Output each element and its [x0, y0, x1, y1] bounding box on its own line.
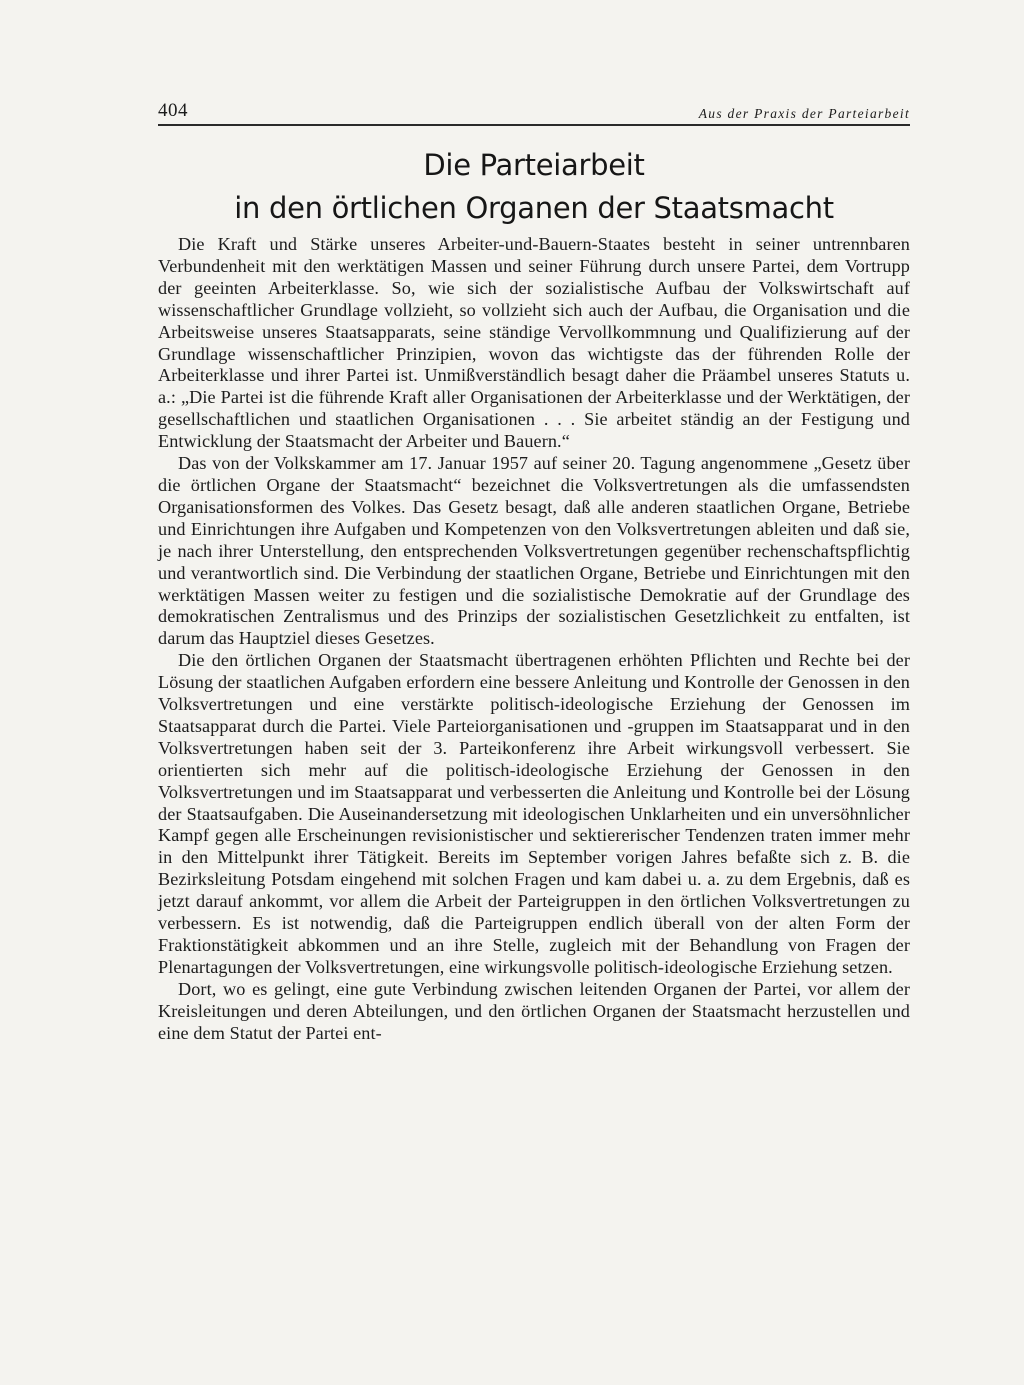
page-header	[158, 98, 910, 122]
paragraph: Die den örtlichen Organen der Staatsmacht übertragenen erhöhten Pflichten und Rechte bei der Lösung der staatlichen Aufgaben erfordern eine bessere Anleitung und Kontrolle der Genossen in den Volksvertretungen und eine verstärkte politisch-ideologische Erziehung der Genossen im Staatsapparat durch die Partei. Viele Parteiorganisationen und -gruppen im Staatsapparat und in den Volksvertretungen haben seit der 3. Parteikonferenz ihre Arbeit wirkungsvoll verbessert. Sie orientierten sich mehr auf die politisch-ideologische Erziehung der Genossen in den Volksvertretungen und im Staatsapparat und verbesserten die Anleitung und Kontrolle bei der Lösung der Staatsaufgaben. Die Auseinandersetzung mit ideologischen Unklarheiten und ein unversöhnlicher Kampf gegen alle Erscheinungen revisionistischer und sektiererischer Tendenzen traten immer mehr in den Mittelpunkt ihrer Tätigkeit. Bereits im September vorigen Jahres befaßte sich z. B. die Bezirksleitung Potsdam eingehend mit solchen Fragen und kam dabei u. a. zu dem Ergebnis, daß es jetzt darauf ankommt, vor allem die Arbeit der Parteigruppen in den örtlichen Volksvertretungen zu verbessern. Es ist notwendig, daß die Parteigruppen endlich überall von der alten Form der Fraktionstätigkeit abkommen und an ihre Stelle, zugleich mit der Behandlung von Fragen der Plenartagungen der Volksvertretungen, eine wirkungsvolle politisch-ideologische Erziehung setzen.	[158, 650, 910, 977]
running-head: Aus der Praxis der Parteiarbeit	[698, 106, 910, 121]
paragraph: Die Kraft und Stärke unseres Arbeiter-und-Bauern-Staates besteht in seiner untrennbaren Verbundenheit mit den werktätigen Massen und seiner Führung durch unsere Partei, dem Vortrupp der geeinten Arbeiterklasse. So, wie sich der sozialistische Aufbau der Volkswirtschaft auf wissenschaftlicher Grundlage vollzieht, so vollzieht sich auch der Aufbau, die Organisation und die Arbeitsweise unseres Staatsapparats, seine ständige Vervollkommnung und Qualifizierung auf der Grundlage wissenschaftlicher Prinzipien, wovon das wichtigste das der führenden Rolle der Arbeiterklasse und ihrer Partei ist. Unmißverständlich besagt daher die Präambel unseres Statuts u. a.: „Die Partei ist die führende Kraft aller Organisationen der Arbeiterklasse und der Werktätigen, der gesellschaftlichen und staatlichen Organisationen . . . Sie arbeitet ständig an der Festigung und Entwicklung der Staatsmacht der Arbeiter und Bauern.“	[158, 234, 910, 452]
paragraph: Das von der Volkskammer am 17. Januar 1957 auf seiner 20. Tagung angenommene „Gesetz über die örtlichen Organe der Staatsmacht“ bezeichnet die Volksvertretungen als die umfassendsten Organisationsformen des Volkes. Das Gesetz besagt, daß alle anderen staatlichen Organe, Betriebe und Einrichtungen ihre Aufgaben und Kompetenzen von den Volksvertretungen ableiten und daß sie, je nach ihrer Unterstellung, den entsprechenden Volksvertretungen gegenüber rechenschaftspflichtig und verantwortlich sind. Die Verbindung der staatlichen Organe, Betriebe und Einrichtungen mit den werktätigen Massen weiter zu festigen und die sozialistische Demokratie auf der Grundlage des demokratischen Zentralismus und des Prinzips der sozialistischen Gesetzlichkeit zu entfalten, ist darum das Hauptziel dieses Gesetzes.	[158, 453, 910, 649]
article-title	[150, 144, 918, 230]
article-body	[158, 234, 910, 1045]
header-rule	[158, 124, 910, 126]
page-number: 404	[158, 100, 188, 121]
title-line-2: in den örtlichen Organen der Staatsmacht	[234, 191, 834, 225]
title-line-1: Die Parteiarbeit	[423, 148, 645, 182]
paragraph: Dort, wo es gelingt, eine gute Verbindung zwischen leitenden Organen der Partei, vor allem der Kreisleitungen und deren Abteilungen, und den örtlichen Organen der Staatsmacht herzustellen und eine dem Statut der Partei ent-	[158, 978, 910, 1043]
